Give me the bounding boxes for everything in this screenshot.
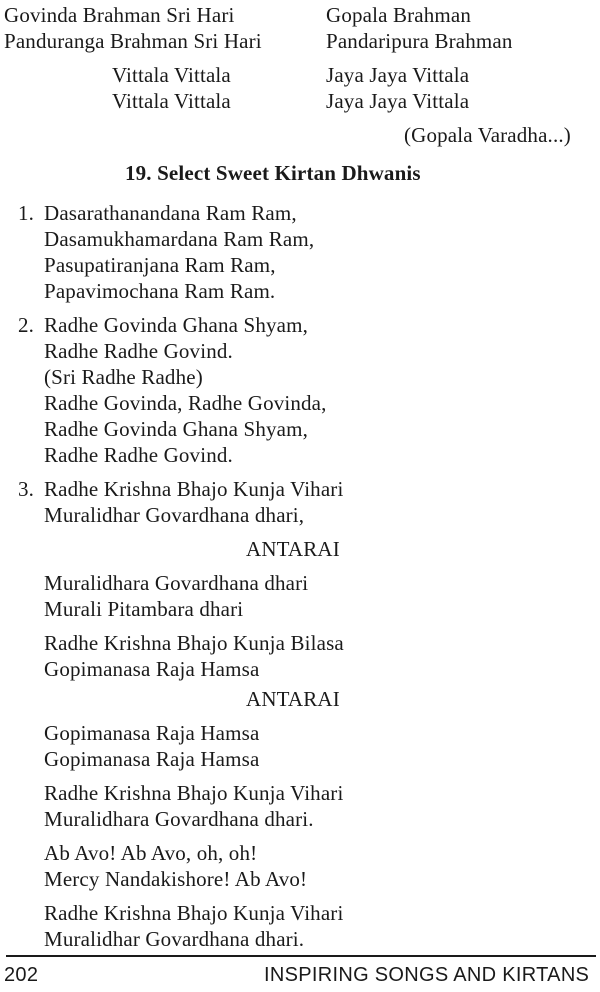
- verse-line: Panduranga Brahman Sri Hari: [4, 29, 262, 53]
- kirtan-line: Radhe Govinda, Radhe Govinda,: [44, 391, 327, 415]
- kirtan-line: Radhe Radhe Govind.: [44, 443, 233, 467]
- antarai-label: ANTARAI: [246, 687, 340, 711]
- verse-line: Jaya Jaya Vittala: [326, 89, 470, 113]
- kirtan-line: Radhe Radhe Govind.: [44, 339, 233, 363]
- verse-line: Govinda Brahman Sri Hari: [4, 3, 235, 27]
- refrain-note: (Gopala Varadha...): [404, 123, 571, 147]
- kirtan-line: Radhe Krishna Bhajo Kunja Vihari: [44, 901, 344, 925]
- kirtan-line: Gopimanasa Raja Hamsa: [44, 721, 260, 745]
- kirtan-line: Mercy Nandakishore! Ab Avo!: [44, 867, 308, 891]
- running-title: INSPIRING SONGS AND KIRTANS: [264, 964, 590, 986]
- kirtan-line: Pasupatiranjana Ram Ram,: [44, 253, 276, 277]
- kirtan-line: Radhe Govinda Ghana Shyam,: [44, 313, 309, 337]
- kirtan-number: 2.: [18, 313, 35, 337]
- kirtan-line: Ab Avo! Ab Avo, oh, oh!: [44, 841, 258, 865]
- kirtan-line: Radhe Krishna Bhajo Kunja Vihari: [44, 781, 344, 805]
- antarai-label: ANTARAI: [246, 537, 340, 561]
- kirtan-line: Radhe Krishna Bhajo Kunja Vihari: [44, 477, 344, 501]
- kirtan-line: Muralidhara Govardhana dhari: [44, 571, 309, 595]
- verse-line: Gopala Brahman: [326, 3, 471, 27]
- kirtan-number: 3.: [18, 477, 35, 501]
- page-number: 202: [4, 964, 39, 986]
- kirtan-line: Murali Pitambara dhari: [44, 597, 244, 621]
- kirtan-line: Papavimochana Ram Ram.: [44, 279, 276, 303]
- kirtan-line: Gopimanasa Raja Hamsa: [44, 747, 260, 771]
- kirtan-line: Muralidhar Govardhana dhari,: [44, 503, 305, 527]
- kirtan-line: Gopimanasa Raja Hamsa: [44, 657, 260, 681]
- verse-line: Jaya Jaya Vittala: [326, 63, 470, 87]
- verse-line: Vittala Vittala: [112, 89, 231, 113]
- footer-rule: [6, 955, 596, 957]
- kirtan-line: (Sri Radhe Radhe): [44, 365, 203, 389]
- kirtan-number: 1.: [18, 201, 35, 225]
- kirtan-line: Muralidhara Govardhana dhari.: [44, 807, 314, 831]
- kirtan-line: Muralidhar Govardhana dhari.: [44, 927, 305, 951]
- kirtan-line: Dasarathanandana Ram Ram,: [44, 201, 297, 225]
- kirtan-line: Radhe Krishna Bhajo Kunja Bilasa: [44, 631, 344, 655]
- verse-line: Pandaripura Brahman: [326, 29, 513, 53]
- kirtan-line: Dasamukhamardana Ram Ram,: [44, 227, 315, 251]
- verse-line: Vittala Vittala: [112, 63, 231, 87]
- kirtan-line: Radhe Govinda Ghana Shyam,: [44, 417, 309, 441]
- section-heading: 19. Select Sweet Kirtan Dhwanis: [125, 161, 421, 185]
